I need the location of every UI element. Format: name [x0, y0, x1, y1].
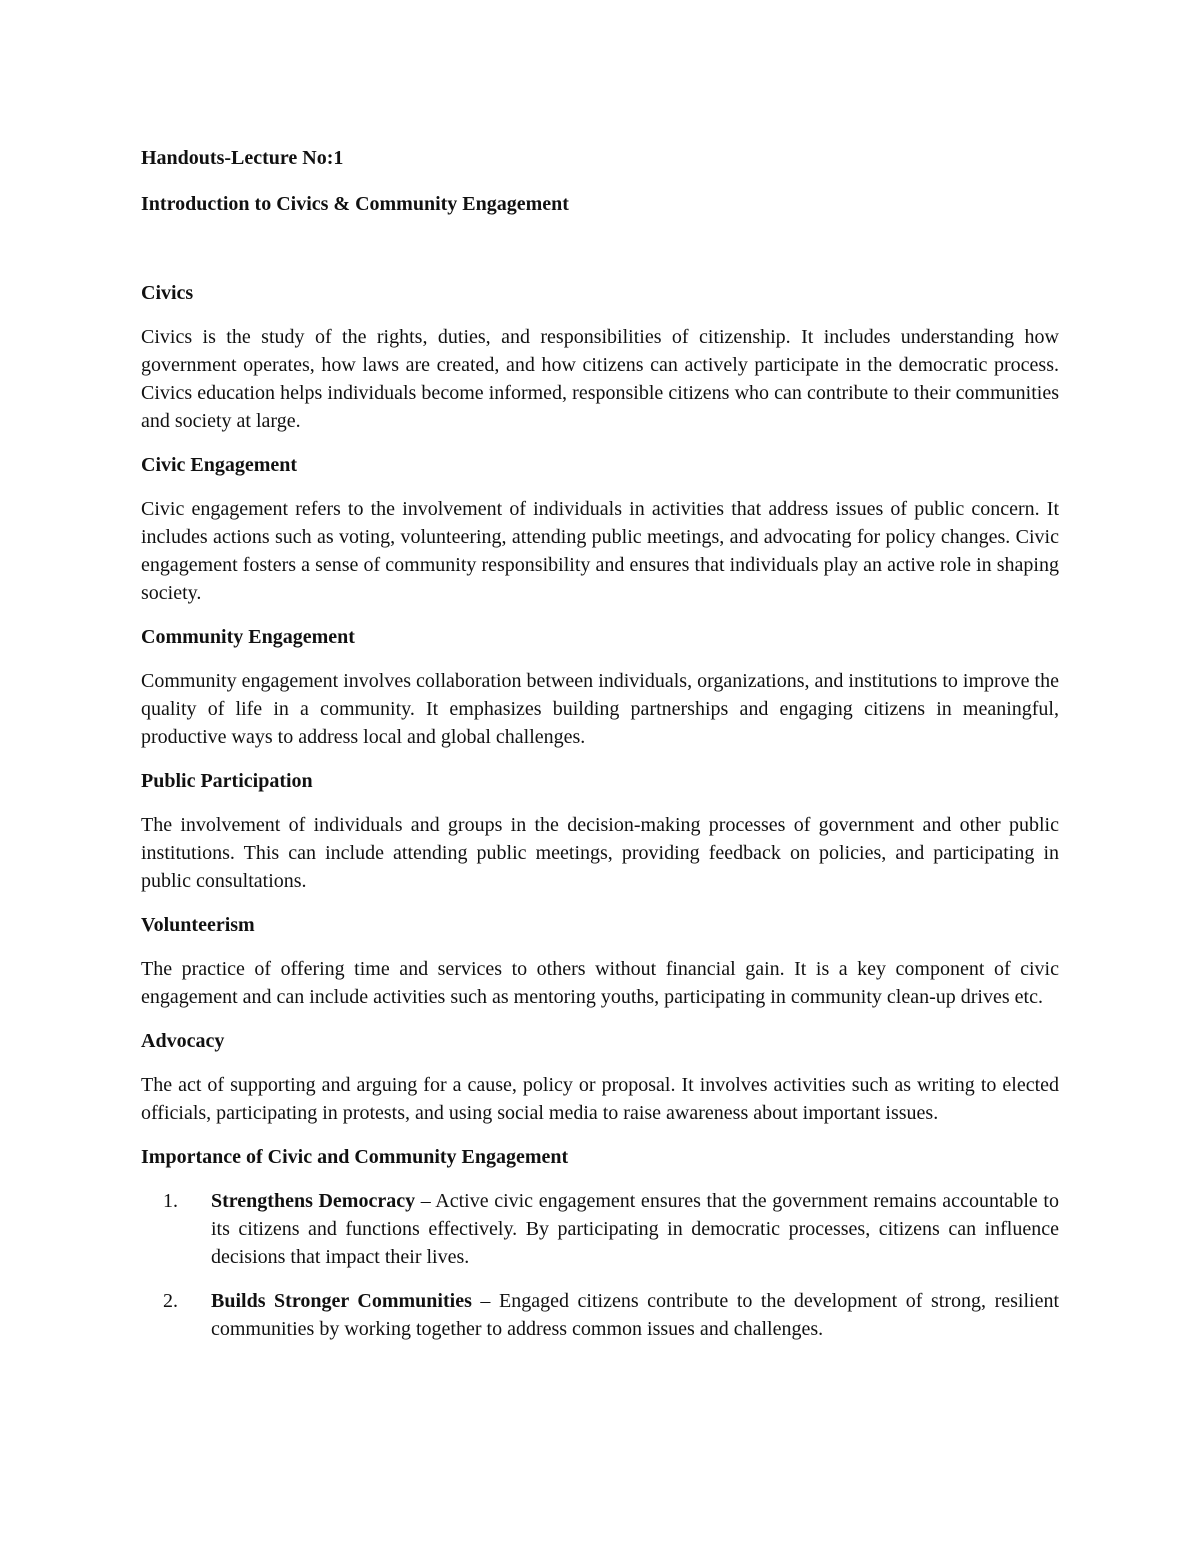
section-advocacy [141, 1027, 1059, 1127]
section-civics [141, 279, 1059, 435]
section-heading: Volunteerism [141, 914, 255, 936]
section-heading: Advocacy [141, 1030, 225, 1052]
section-body: Civics is the study of the rights, duties, and responsibilities of citizenship. It includes understanding how government operates, how laws are created, and how citizens can actively participate in the democratic process. Civics education helps individuals become informed, responsible citizens who can contribute to their communities and society at large. [141, 326, 1059, 432]
section-volunteerism [141, 911, 1059, 1011]
list-item-title: Builds Stronger Communities [211, 1290, 472, 1312]
section-heading: Community Engagement [141, 626, 355, 648]
list-number: 1. [163, 1190, 178, 1212]
list-item-text: – Engaged citizens contribute to the development of strong, resilient communities by working together to address common issues and challenges. [211, 1290, 1060, 1340]
section-community-engagement [141, 623, 1059, 751]
section-public-participation [141, 767, 1059, 895]
document-title: Handouts-Lecture No:1 [141, 147, 344, 169]
importance-list [141, 1187, 1059, 1343]
section-body: Civic engagement refers to the involvement of individuals in activities that address issues of public concern. It includes actions such as voting, volunteering, attending public meetings, and advocating for policy changes. Civic engagement fosters a sense of community responsibility and ensures that individuals play an active role in shaping society. [141, 498, 1059, 604]
list-item-title: Strengthens Democracy [211, 1190, 416, 1212]
list-item [141, 1187, 1059, 1271]
section-body: Community engagement involves collaboration between individuals, organizations, and institutions to improve the quality of life in a community. It emphasizes building partnerships and engaging citizens in meaningful, productive ways to address local and global challenges. [141, 670, 1059, 748]
section-body: The involvement of individuals and groups in the decision-making processes of government and other public institutions. This can include attending public meetings, providing feedback on policies, and participating in public consultations. [141, 814, 1059, 892]
section-heading: Civics [141, 282, 194, 304]
list-item [141, 1287, 1059, 1343]
section-heading: Importance of Civic and Community Engagement [141, 1146, 569, 1168]
section-body: The act of supporting and arguing for a cause, policy or proposal. It involves activities such as writing to elected officials, participating in protests, and using social media to raise awareness about important issues. [141, 1074, 1059, 1124]
document-page [141, 144, 1059, 1359]
section-civic-engagement [141, 451, 1059, 607]
document-subtitle: Introduction to Civics & Community Engagement [141, 193, 569, 215]
list-item-text: – Active civic engagement ensures that the government remains accountable to its citizens and functions effectively. By participating in democratic processes, citizens can influence decisions that impact their lives. [211, 1190, 1059, 1268]
document-header [141, 144, 1059, 218]
section-heading: Civic Engagement [141, 454, 298, 476]
list-number: 2. [163, 1290, 178, 1312]
section-importance [141, 1143, 1059, 1343]
section-body: The practice of offering time and services to others without financial gain. It is a key component of civic engagement and can include activities such as mentoring youths, participating in community clean-up drives etc. [141, 958, 1059, 1008]
section-heading: Public Participation [141, 770, 313, 792]
